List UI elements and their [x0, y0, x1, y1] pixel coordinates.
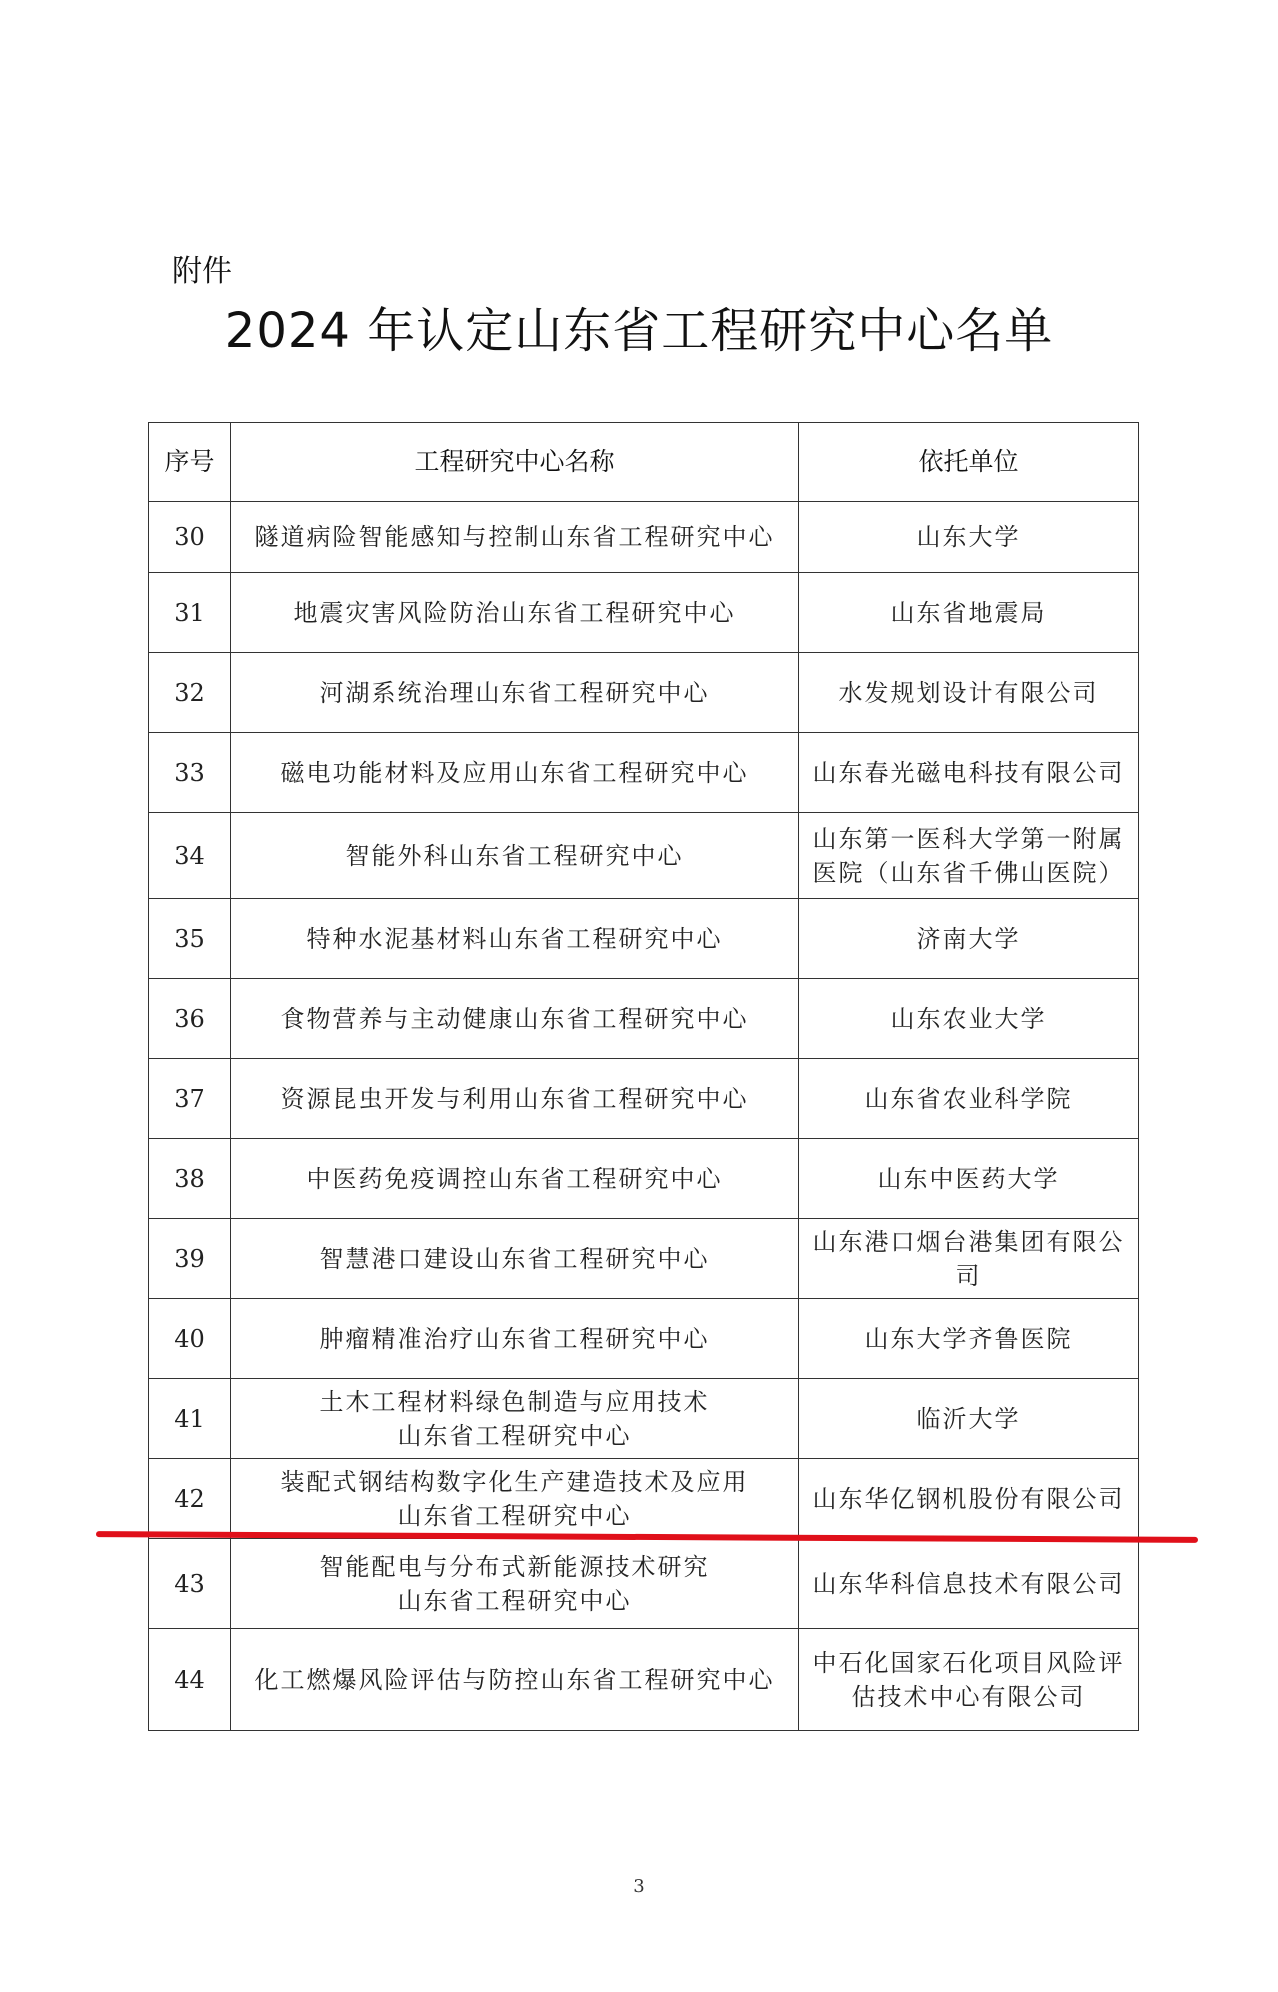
table-row [149, 899, 1139, 979]
row-center-name [231, 573, 799, 653]
row-number: 39 [149, 1219, 231, 1299]
attachment-label: 附件 [172, 254, 232, 289]
center-name-line: 智能配电与分布式新能源技术研究 [319, 1552, 710, 1581]
center-name-line: 磁电功能材料及应用山东省工程研究中心 [280, 758, 749, 787]
row-number: 35 [149, 899, 231, 979]
host-unit-line: 山东省地震局 [890, 598, 1047, 627]
row-center-name [231, 1059, 799, 1139]
host-unit-line: 山东农业大学 [890, 1004, 1047, 1033]
header-host-unit: 依托单位 [799, 423, 1139, 502]
host-unit-line: 山东第一医科大学第一附属 [812, 824, 1125, 853]
host-unit-line: 济南大学 [916, 924, 1021, 953]
center-name-line-2: 山东省工程研究中心 [397, 1501, 632, 1530]
row-center-name [231, 1459, 799, 1539]
row-host-unit [799, 1219, 1139, 1299]
center-name-line: 地震灾害风险防治山东省工程研究中心 [293, 598, 736, 627]
host-unit-line: 山东华科信息技术有限公司 [812, 1569, 1125, 1598]
host-unit-line-2: 司 [955, 1261, 982, 1290]
center-name-line-2: 山东省工程研究中心 [397, 1586, 632, 1615]
table-row [149, 1539, 1139, 1629]
row-host-unit [799, 653, 1139, 733]
row-center-name [231, 1219, 799, 1299]
host-unit-line-2: 医院（山东省千佛山医院） [812, 858, 1125, 887]
center-name-line: 肿瘤精准治疗山东省工程研究中心 [319, 1324, 710, 1353]
host-unit-line: 水发规划设计有限公司 [838, 678, 1099, 707]
table-row [149, 1299, 1139, 1379]
table-row [149, 1629, 1139, 1731]
table-row [149, 573, 1139, 653]
host-unit-line: 山东省农业科学院 [864, 1084, 1073, 1113]
row-number: 40 [149, 1299, 231, 1379]
row-number: 42 [149, 1459, 231, 1539]
host-unit-line: 山东港口烟台港集团有限公 [812, 1227, 1125, 1256]
center-name-line: 食物营养与主动健康山东省工程研究中心 [280, 1004, 749, 1033]
center-name-line: 装配式钢结构数字化生产建造技术及应用 [280, 1467, 749, 1496]
row-center-name [231, 733, 799, 813]
center-name-line: 智能外科山东省工程研究中心 [345, 841, 684, 870]
row-number: 30 [149, 502, 231, 573]
row-center-name [231, 813, 799, 899]
table-row [149, 1379, 1139, 1459]
host-unit-line: 山东中医药大学 [877, 1164, 1060, 1193]
center-name-line: 河湖系统治理山东省工程研究中心 [319, 678, 710, 707]
row-center-name [231, 1299, 799, 1379]
row-number: 43 [149, 1539, 231, 1629]
center-name-line: 化工燃爆风险评估与防控山东省工程研究中心 [254, 1665, 775, 1694]
host-unit-line: 山东华亿钢机股份有限公司 [812, 1484, 1125, 1513]
row-number: 34 [149, 813, 231, 899]
row-center-name [231, 1629, 799, 1731]
host-unit-line: 山东大学齐鲁医院 [864, 1324, 1073, 1353]
host-unit-line-2: 估技术中心有限公司 [851, 1682, 1086, 1711]
page-number: 3 [633, 1876, 645, 1897]
row-number: 38 [149, 1139, 231, 1219]
row-center-name [231, 979, 799, 1059]
row-number: 32 [149, 653, 231, 733]
row-number: 31 [149, 573, 231, 653]
center-name-line: 隧道病险智能感知与控制山东省工程研究中心 [254, 523, 775, 551]
row-number: 41 [149, 1379, 231, 1459]
center-name-line: 土木工程材料绿色制造与应用技术 [319, 1387, 710, 1416]
table-row [149, 502, 1139, 573]
row-host-unit [799, 899, 1139, 979]
row-number: 44 [149, 1629, 231, 1731]
center-name-line: 特种水泥基材料山东省工程研究中心 [306, 924, 723, 953]
row-host-unit [799, 1459, 1139, 1539]
host-unit-line: 山东大学 [916, 523, 1021, 551]
row-host-unit [799, 1539, 1139, 1629]
table-header-row [149, 423, 1139, 502]
row-center-name [231, 1539, 799, 1629]
row-host-unit [799, 979, 1139, 1059]
table-row [149, 813, 1139, 899]
table-row [149, 1219, 1139, 1299]
row-center-name [231, 502, 799, 573]
table-row [149, 653, 1139, 733]
table-row [149, 733, 1139, 813]
center-name-line: 资源昆虫开发与利用山东省工程研究中心 [280, 1084, 749, 1113]
row-center-name [231, 899, 799, 979]
table-row [149, 1459, 1139, 1539]
host-unit-line: 临沂大学 [916, 1404, 1021, 1433]
center-name-line: 中医药免疫调控山东省工程研究中心 [306, 1164, 723, 1193]
row-center-name [231, 653, 799, 733]
row-host-unit [799, 1379, 1139, 1459]
row-center-name [231, 1379, 799, 1459]
host-unit-line: 山东春光磁电科技有限公司 [812, 758, 1125, 787]
row-host-unit [799, 1139, 1139, 1219]
row-host-unit [799, 573, 1139, 653]
row-host-unit [799, 733, 1139, 813]
row-host-unit [799, 1059, 1139, 1139]
row-host-unit [799, 1629, 1139, 1731]
table-row [149, 1139, 1139, 1219]
row-number: 36 [149, 979, 231, 1059]
header-number: 序号 [149, 423, 231, 502]
center-name-line: 智慧港口建设山东省工程研究中心 [319, 1244, 710, 1273]
host-unit-line: 中石化国家石化项目风险评 [812, 1648, 1125, 1677]
table-row [149, 1059, 1139, 1139]
row-number: 37 [149, 1059, 231, 1139]
header-center-name: 工程研究中心名称 [231, 423, 799, 502]
center-name-line-2: 山东省工程研究中心 [397, 1421, 632, 1450]
row-number: 33 [149, 733, 231, 813]
row-center-name [231, 1139, 799, 1219]
row-host-unit [799, 1299, 1139, 1379]
row-host-unit [799, 813, 1139, 899]
table-row [149, 979, 1139, 1059]
document-title: 2024 年认定山东省工程研究中心名单 [224, 303, 1054, 359]
row-host-unit [799, 502, 1139, 573]
